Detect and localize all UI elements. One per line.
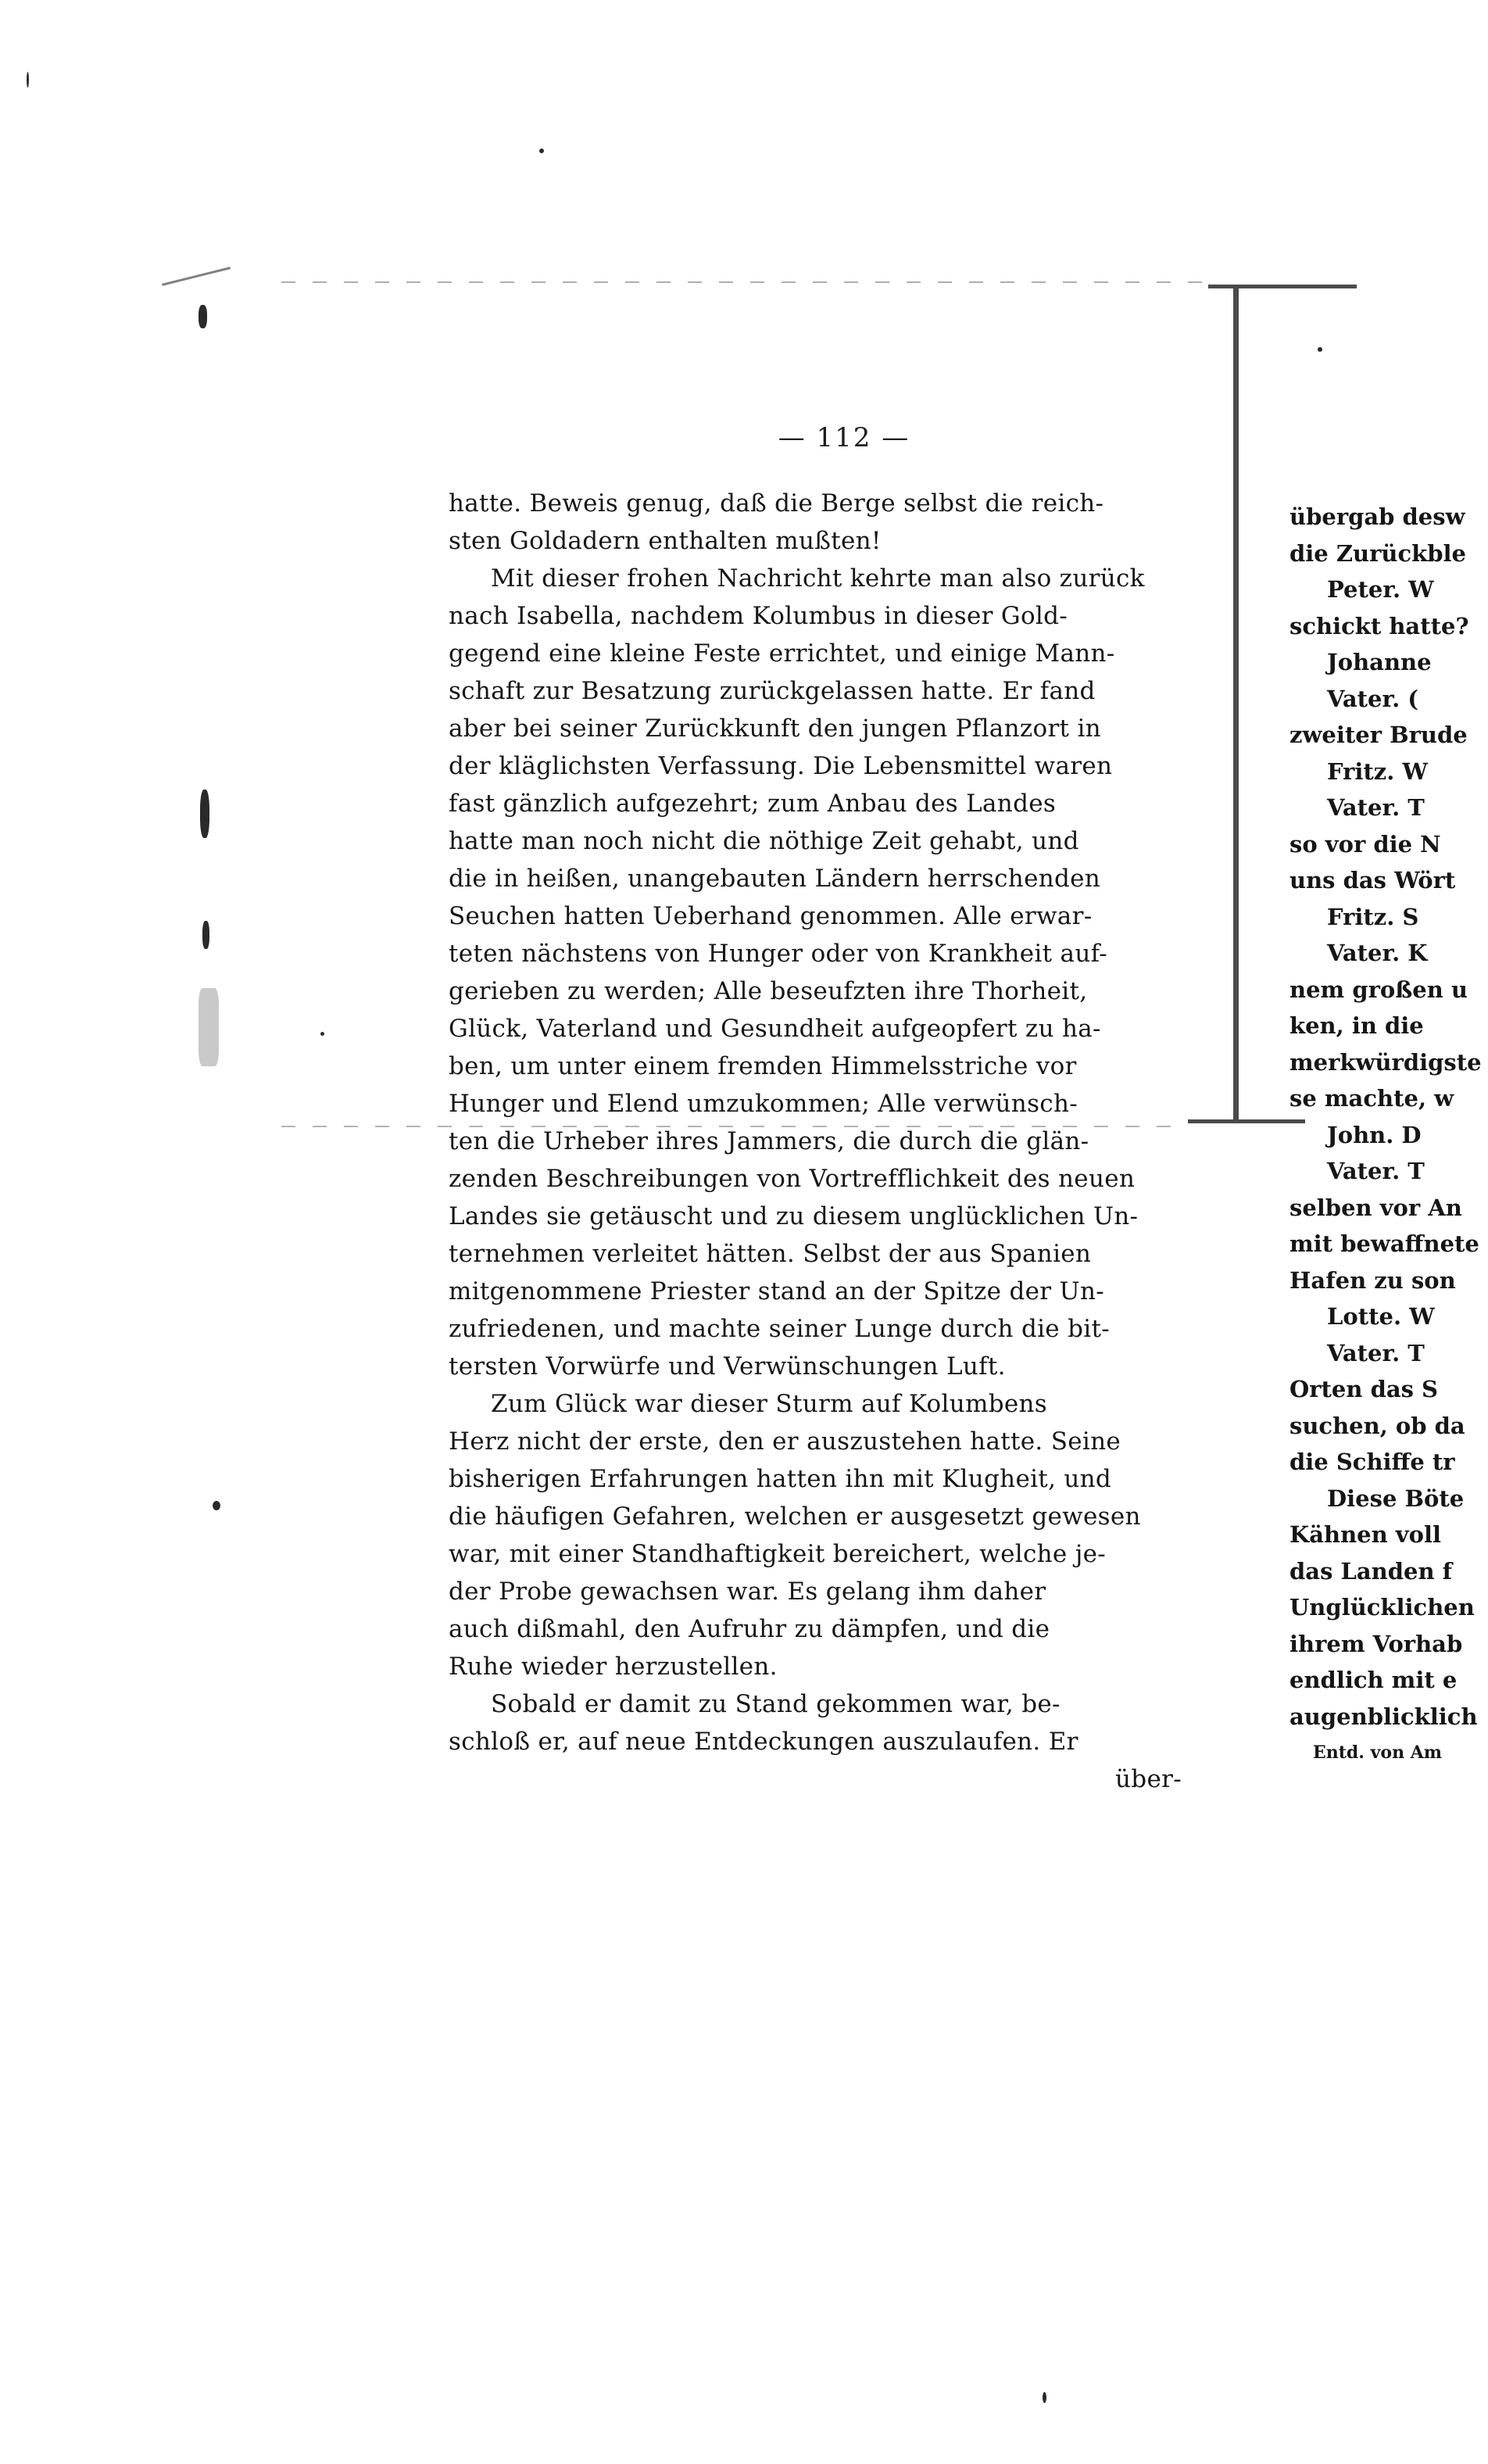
top-page-edge: [281, 281, 1204, 283]
source-footnote: Entd. von Am: [1313, 1742, 1443, 1763]
right-page-text: [1289, 499, 1488, 1771]
text-line: gerieben zu werden; Alle beseufzten ihre Thorheit,: [449, 977, 1088, 1005]
text-line: Unglücklichen: [1289, 1594, 1475, 1621]
scan-speck: [199, 305, 207, 328]
text-line: mitgenommene Priester stand an der Spitze der Un-: [449, 1277, 1104, 1305]
text-line: auch dißmahl, den Aufruhr zu dämpfen, und die: [449, 1615, 1050, 1643]
text-line: nach Isabella, nachdem Kolumbus in dieser Gold-: [449, 602, 1068, 630]
text-line: mit bewaffnete: [1289, 1230, 1479, 1257]
text-line: ternehmen verleitet hätten. Selbst der aus Spanien: [449, 1240, 1092, 1268]
text-line: ten die Urheber ihres Jammers, die durch die glän-: [449, 1127, 1089, 1155]
text-line: suchen, ob da: [1289, 1412, 1465, 1439]
text-line: Seuchen hatten Ueberhand genommen. Alle erwar-: [449, 902, 1093, 930]
text-line: hatte. Beweis genug, daß die Berge selbst die reich-: [449, 489, 1104, 518]
text-line: tersten Vorwürfe und Verwünschungen Luft.: [449, 1352, 1006, 1381]
text-line: zweiter Brude: [1289, 722, 1468, 748]
text-line: teten nächstens von Hunger oder von Krankheit auf-: [449, 940, 1108, 968]
text-line: Orten das S: [1289, 1376, 1439, 1402]
text-line: John. D: [1327, 1121, 1422, 1148]
text-line: so vor die N: [1289, 830, 1441, 858]
scan-speck: [1043, 2392, 1046, 2403]
text-line: die häufigen Gefahren, welchen er ausgesetzt gewesen: [449, 1502, 1141, 1531]
gutter-rule-top-serif: [1208, 285, 1357, 288]
text-line: das Landen f: [1289, 1557, 1453, 1585]
text-line: zufriedenen, und machte seiner Lunge durch die bit-: [449, 1315, 1110, 1343]
text-line: die Schiffe tr: [1289, 1449, 1455, 1475]
text-line: merkwürdigste: [1289, 1048, 1482, 1076]
scan-speck: [202, 921, 209, 949]
text-line: Vater. K: [1327, 940, 1428, 966]
page-number: — 112 —: [778, 422, 910, 453]
text-line: Zum Glück war dieser Sturm auf Kolumbens: [491, 1390, 1047, 1418]
text-line: ben, um unter einem fremden Himmelsstriche vor: [449, 1052, 1077, 1080]
top-left-scan-mark: [162, 267, 231, 286]
text-line: hatte man noch nicht die nöthige Zeit gehabt, und: [449, 827, 1079, 855]
text-line: Ruhe wieder herzustellen.: [449, 1653, 778, 1681]
text-line: Vater. T: [1327, 794, 1425, 821]
text-line: Fritz. S: [1327, 903, 1419, 930]
text-line: nem großen u: [1289, 976, 1468, 1003]
text-line: Lotte. W: [1327, 1303, 1435, 1330]
text-line: Fritz. W: [1327, 757, 1428, 785]
text-line: schloß er, auf neue Entdeckungen auszulaufen. Er: [449, 1728, 1078, 1756]
text-line: fast gänzlich aufgezehrt; zum Anbau des Landes: [449, 790, 1057, 818]
text-line: sten Goldadern enthalten mußten!: [449, 527, 882, 555]
text-line: übergab desw: [1289, 503, 1465, 530]
text-line: der kläglichsten Verfassung. Die Lebensmittel waren: [449, 752, 1113, 780]
text-line: aber bei seiner Zurückkunft den jungen Pflanzort in: [449, 714, 1101, 743]
text-line: Herz nicht der erste, den er auszustehen hatte. Seine: [449, 1427, 1121, 1456]
text-line: endlich mit e: [1289, 1667, 1458, 1693]
gutter-rule-vertical: [1233, 288, 1239, 1123]
text-line: die in heißen, unangebauten Ländern herrschenden: [449, 865, 1101, 893]
text-line: war, mit einer Standhaftigkeit bereichert, welche je-: [449, 1540, 1107, 1568]
text-line: uns das Wört: [1289, 867, 1456, 894]
scan-speck: [1318, 347, 1322, 352]
text-line: Mit dieser frohen Nachricht kehrte man also zurück: [491, 564, 1145, 593]
text-line: selben vor An: [1289, 1194, 1462, 1221]
text-line: Hafen zu son: [1289, 1266, 1456, 1294]
catchword: über-: [1115, 1765, 1182, 1793]
text-line: der Probe gewachsen war. Es gelang ihm daher: [449, 1578, 1046, 1606]
text-line: gegend eine kleine Feste errichtet, und einige Mann-: [449, 639, 1115, 668]
text-line: Glück, Vaterland und Gesundheit aufgeopfert zu ha-: [449, 1015, 1101, 1043]
text-line: schickt hatte?: [1289, 612, 1469, 639]
left-page-text: [449, 485, 1213, 1798]
text-line: Vater. (: [1327, 685, 1419, 712]
text-line: Landes sie getäuscht und zu diesem unglücklichen Un-: [449, 1202, 1139, 1230]
text-line: ken, in die: [1289, 1012, 1424, 1039]
scan-speck: [200, 790, 209, 838]
scan-speck: [213, 1501, 220, 1510]
text-line: bisherigen Erfahrungen hatten ihn mit Klugheit, und: [449, 1465, 1112, 1493]
text-line: Sobald er damit zu Stand gekommen war, be-: [491, 1690, 1061, 1718]
text-line: ihrem Vorhab: [1289, 1630, 1463, 1657]
scan-speck: [27, 72, 29, 88]
text-line: schaft zur Besatzung zurückgelassen hatte. Er fand: [449, 677, 1096, 705]
text-line: Kähnen voll: [1289, 1521, 1442, 1548]
text-line: Diese Böte: [1327, 1484, 1465, 1512]
text-line: augenblicklich: [1289, 1703, 1478, 1730]
text-line: Hunger und Elend umzukommen; Alle verwünsch-: [449, 1090, 1078, 1118]
scan-speck: [199, 988, 219, 1066]
scan-speck: [320, 1032, 324, 1036]
text-line: Vater. T: [1327, 1339, 1425, 1366]
scan-speck: [539, 149, 544, 153]
text-line: Peter. W: [1327, 576, 1434, 603]
text-line: Vater. T: [1327, 1158, 1425, 1184]
text-line: se machte, w: [1289, 1085, 1454, 1112]
text-line: die Zurückble: [1289, 539, 1466, 567]
text-line: Johanne: [1327, 649, 1432, 675]
text-line: zenden Beschreibungen von Vortrefflichkeit des neuen: [449, 1165, 1136, 1193]
